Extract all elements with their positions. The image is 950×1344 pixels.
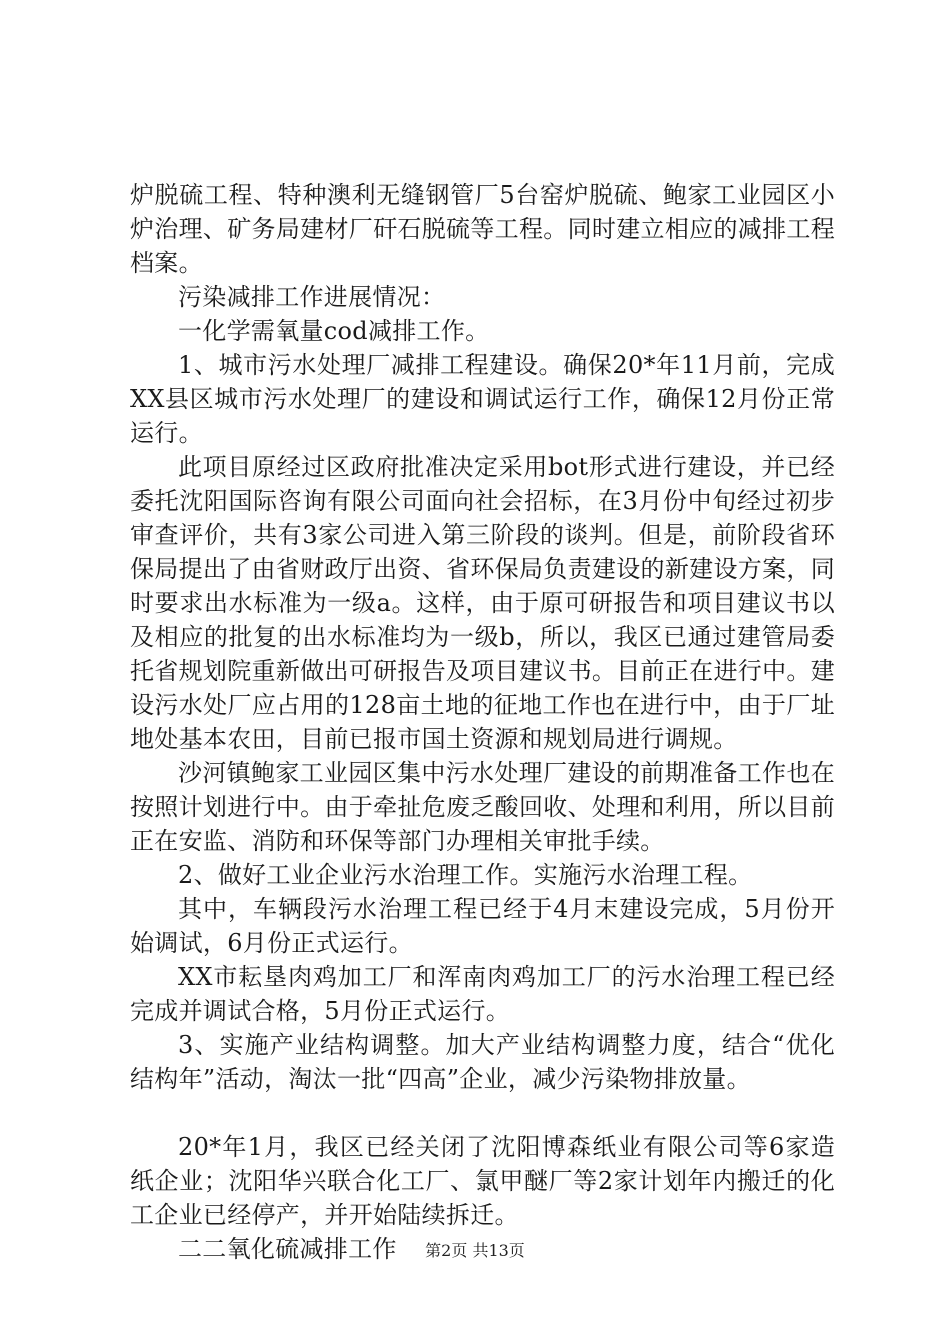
page-number-footer: 第2页 共13页 — [425, 1241, 525, 1260]
paragraph-shahe-town: 沙河镇鲍家工业园区集中污水处理厂建设的前期准备工作也在按照计划进行中。由于牵扯危废乏酸回收、处理和利用，所以目前正在安监、消防和环保等部门办理相关审批手续。 — [130, 759, 835, 855]
paragraph-item-2: 2、做好工业企业污水治理工作。实施污水治理工程。 — [178, 861, 753, 889]
paragraph-heading-progress: 污染减排工作进展情况： — [178, 283, 446, 311]
blank-line — [130, 1096, 835, 1130]
paragraph-heading-cod: 一化学需氧量cod减排工作。 — [178, 317, 490, 345]
paragraph-heading-so2: 二二氧化硫减排工作 — [178, 1235, 397, 1263]
paragraph-closures: 20*年1月，我区已经关闭了沈阳博森纸业有限公司等6家造纸企业；沈阳华兴联合化工厂、氯甲醚厂等2家计划年内搬迁的化工企业已经停产，并开始陆续拆迁。 — [130, 1133, 835, 1229]
paragraph-chicken-plants: XX市耘垦肉鸡加工厂和浑南肉鸡加工厂的污水治理工程已经完成并调试合格，5月份正式运行。 — [130, 963, 835, 1025]
document-body — [130, 178, 835, 1266]
paragraph-item-3: 3、实施产业结构调整。加大产业结构调整力度，结合“优化结构年”活动，淘汰一批“四高”企业，减少污染物排放量。 — [130, 1031, 835, 1093]
paragraph-continuation: 炉脱硫工程、特种澳利无缝钢管厂5台窑炉脱硫、鲍家工业园区小炉治理、矿务局建材厂矸石脱硫等工程。同时建立相应的减排工程档案。 — [130, 181, 835, 277]
paragraph-project-detail: 此项目原经过区政府批准决定采用bot形式进行建设，并已经委托沈阳国际咨询有限公司面向社会招标，在3月份中旬经过初步审查评价，共有3家公司进入第三阶段的谈判。但是，前阶段省环保局提出了由省财政厅出资、省环保局负责建设的新建设方案，同时要求出水标准为一级a。这样，由于原可研报告和项目建议书以及相应的批复的出水标准均为一级b，所以，我区已通过建管局委托省规划院重新做出可研报告及项目建议书。目前正在进行中。建设污水处厂应占用的128亩土地的征地工作也在进行中，由于厂址地处基本农田，目前已报市国土资源和规划局进行调规。 — [130, 453, 835, 753]
paragraph-item-1: 1、城市污水处理厂减排工程建设。确保20*年11月前，完成XX县区城市污水处理厂的建设和调试运行工作，确保12月份正常运行。 — [130, 351, 835, 447]
paragraph-vehicle-section: 其中，车辆段污水治理工程已经于4月末建设完成，5月份开始调试，6月份正式运行。 — [130, 895, 835, 957]
